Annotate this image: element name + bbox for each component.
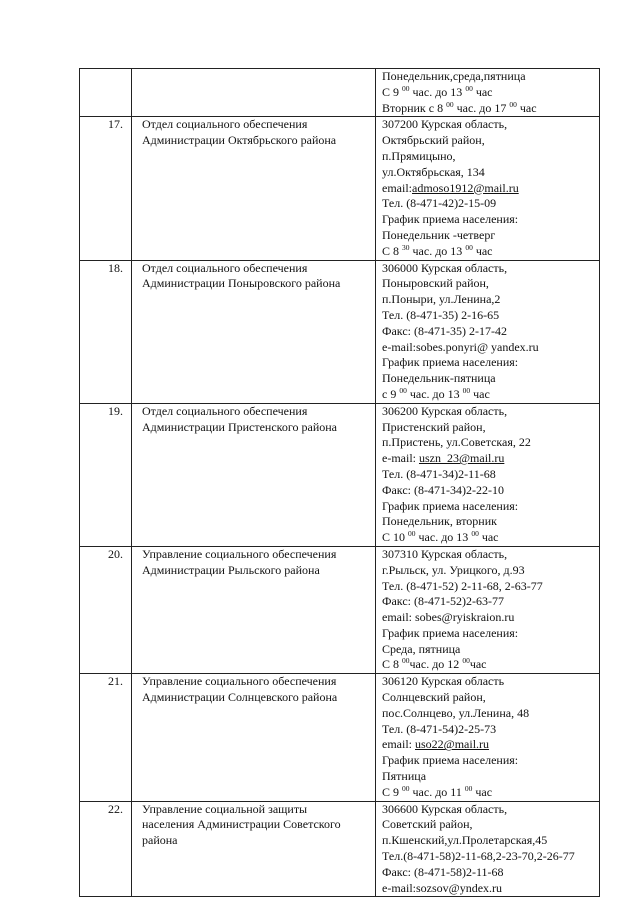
- contact-info-line: email: sobes@ryiskraion.ru: [382, 610, 515, 625]
- table-row: [80, 69, 600, 117]
- contact-info-line: [382, 85, 599, 101]
- text-fragment: Вторник с 8: [382, 100, 447, 115]
- contact-info-line: e-mail:sozsov@yndex.ru: [382, 880, 503, 895]
- offices-table-body: [80, 69, 600, 897]
- contact-info-line: 306200 Курская область,: [382, 403, 508, 418]
- row-number: 19.: [80, 403, 132, 546]
- time-superscript: 00: [408, 529, 416, 539]
- contact-info-line: Советский район,: [382, 817, 473, 832]
- table-row: [80, 801, 600, 897]
- text-fragment: час: [469, 657, 487, 672]
- contact-info-line: Тел.(8-471-58)2-11-68,2-23-70,2-26-77: [382, 849, 575, 864]
- time-superscript: 00: [402, 783, 410, 793]
- organization-name-cell: [132, 260, 376, 403]
- organization-name-cell: [132, 674, 376, 801]
- row-number: 18.: [80, 260, 132, 403]
- text-fragment: час. до 17: [453, 100, 510, 115]
- contact-info-line: Тел. (8-471-52) 2-11-68, 2-63-77: [382, 578, 543, 593]
- text-fragment: час: [470, 386, 490, 401]
- contact-info-line: Среда, пятница: [382, 641, 461, 656]
- contact-info-line: Тел. (8-471-54)2-25-73: [382, 721, 497, 736]
- text-fragment: час: [478, 530, 499, 545]
- contact-info-cell: [376, 546, 600, 673]
- contact-info-line: [382, 451, 599, 467]
- text-fragment: час. до 13: [406, 386, 463, 401]
- contact-info-line: 307200 Курская область,: [382, 117, 508, 132]
- contact-info-line: 306600 Курская область,: [382, 801, 508, 816]
- email-address: uso22@mail.ru: [415, 737, 490, 752]
- text-fragment: час: [472, 784, 493, 799]
- time-superscript: 00: [446, 99, 454, 109]
- contact-info-line: Октябрьский район,: [382, 133, 485, 148]
- contact-info-line: e-mail:sobes.ponyri@ yandex.ru: [382, 339, 539, 354]
- contact-info-line: ул.Октябрьская, 134: [382, 164, 485, 179]
- contact-info-line: п.Прямицыно,: [382, 148, 456, 163]
- contact-info-line: График приема населения:: [382, 355, 519, 370]
- row-number: 17.: [80, 117, 132, 260]
- contact-info-line: График приема населения:: [382, 753, 519, 768]
- text-fragment: email:: [382, 737, 415, 752]
- contact-info-line: Понедельник -четверг: [382, 227, 496, 242]
- offices-table: [79, 68, 600, 897]
- text-fragment: час. до 13: [409, 243, 466, 258]
- contact-info-line: п.Поныри, ул.Ленина,2: [382, 292, 501, 307]
- text-fragment: С 10: [382, 530, 409, 545]
- text-fragment: С 8: [382, 657, 403, 672]
- time-superscript: 30: [402, 242, 410, 252]
- text-fragment: С 9: [382, 784, 403, 799]
- organization-name-line: Отдел социального обеспечения: [142, 403, 308, 418]
- contact-info-line: Факс: (8-471-52)2-63-77: [382, 594, 504, 609]
- contact-info-line: График приема населения:: [382, 212, 519, 227]
- contact-info-line: Понедельник, вторник: [382, 514, 497, 529]
- organization-name-line: Отдел социального обеспечения: [142, 260, 308, 275]
- organization-name-line: Администрации Рыльского района: [142, 562, 320, 577]
- table-row: [80, 674, 600, 801]
- contact-info-line: [382, 181, 599, 197]
- contact-info-line: Понедельник-пятница: [382, 371, 496, 386]
- contact-info-cell: [376, 260, 600, 403]
- organization-name-cell: [132, 403, 376, 546]
- text-fragment: час: [516, 100, 537, 115]
- organization-name-cell: [132, 69, 376, 117]
- time-superscript: 00: [509, 99, 517, 109]
- organization-name-line: Отдел социального обеспечения: [142, 117, 308, 132]
- time-superscript: 00: [464, 783, 473, 793]
- contact-info-line: 306000 Курская область,: [382, 260, 508, 275]
- contact-info-line: Поныровский район,: [382, 276, 489, 291]
- row-number: [80, 69, 132, 117]
- contact-info-line: пос.Солнцево, ул.Ленина, 48: [382, 705, 530, 720]
- time-superscript: 00: [399, 385, 407, 395]
- text-fragment: с 9: [382, 386, 400, 401]
- contact-info-line: Пятница: [382, 769, 427, 784]
- time-superscript: 00: [462, 385, 471, 395]
- text-fragment: час: [472, 243, 493, 258]
- organization-name-line: Администрации Октябрьского района: [142, 133, 337, 148]
- time-superscript: 00: [402, 83, 410, 93]
- table-row: [80, 117, 600, 260]
- contact-info-line: Факс: (8-471-34)2-22-10: [382, 482, 504, 497]
- organization-name-line: Администрации Солнцевского района: [142, 690, 338, 705]
- contact-info-line: [382, 530, 599, 546]
- organization-name-line: Управление социального обеспечения: [142, 546, 337, 561]
- contact-info-line: Солнцевский район,: [382, 690, 486, 705]
- contact-info-line: 307310 Курская область,: [382, 546, 508, 561]
- text-fragment: С 8: [382, 243, 403, 258]
- contact-info-line: Пристенский район,: [382, 419, 486, 434]
- contact-info-cell: [376, 403, 600, 546]
- contact-info-line: п.Пристень, ул.Советская, 22: [382, 435, 531, 450]
- contact-info-line: Факс: (8-471-35) 2-17-42: [382, 323, 507, 338]
- contact-info-line: Факс: (8-471-58)2-11-68: [382, 864, 504, 879]
- contact-info-cell: [376, 117, 600, 260]
- organization-name-line: района: [142, 833, 178, 848]
- contact-info-line: г.Рыльск, ул. Урицкого, д.93: [382, 562, 525, 577]
- contact-info-cell: [376, 801, 600, 897]
- contact-info-line: Тел. (8-471-42)2-15-09: [382, 196, 497, 211]
- contact-info-line: Тел. (8-471-35) 2-16-65: [382, 307, 500, 322]
- contact-info-line: [382, 101, 599, 117]
- email-address: uszn_23@mail.ru: [418, 451, 505, 466]
- contact-info-line: [382, 737, 599, 753]
- row-number: 20.: [80, 546, 132, 673]
- organization-name-line: Управление социального обеспечения: [142, 674, 337, 689]
- text-fragment: С 9: [382, 84, 403, 99]
- organization-name-line: Управление социальной защиты: [142, 801, 308, 816]
- organization-name-line: населения Администрации Советского: [142, 817, 341, 832]
- email-address: admoso1912@mail.ru: [412, 180, 519, 195]
- time-superscript: 00: [465, 83, 473, 93]
- contact-info-line: [382, 657, 599, 673]
- text-fragment: час: [472, 84, 493, 99]
- contact-info-line: [382, 785, 599, 801]
- text-fragment: час. до 11: [409, 784, 465, 799]
- time-superscript: 00: [402, 656, 410, 666]
- organization-name-cell: [132, 801, 376, 897]
- contact-info-line: Тел. (8-471-34)2-11-68: [382, 466, 496, 481]
- text-fragment: час. до 13: [409, 84, 466, 99]
- organization-name-line: Администрации Поныровского района: [142, 276, 341, 291]
- table-row: [80, 260, 600, 403]
- contact-info-line: п.Кшенский,ул.Пролетарская,45: [382, 833, 548, 848]
- time-superscript: 00: [465, 242, 473, 252]
- row-number: 21.: [80, 674, 132, 801]
- time-superscript: 00: [471, 529, 479, 539]
- contact-info-line: Понедельник,среда,пятница: [382, 69, 526, 83]
- contact-info-cell: [376, 674, 600, 801]
- contact-info-line: 306120 Курская область: [382, 674, 505, 689]
- table-row: [80, 546, 600, 673]
- text-fragment: час. до 13: [415, 530, 472, 545]
- contact-info-cell: [376, 69, 600, 117]
- table-row: [80, 403, 600, 546]
- text-fragment: email:: [382, 180, 412, 195]
- row-number: 22.: [80, 801, 132, 897]
- organization-name-cell: [132, 117, 376, 260]
- organization-name-line: Администрации Пристенского района: [142, 419, 338, 434]
- contact-info-line: График приема населения:: [382, 498, 519, 513]
- contact-info-line: [382, 387, 599, 403]
- text-fragment: e-mail:: [382, 451, 419, 466]
- time-superscript: 00: [462, 656, 470, 666]
- contact-info-line: [382, 244, 599, 260]
- text-fragment: час. до 12: [409, 657, 463, 672]
- contact-info-line: График приема населения:: [382, 625, 519, 640]
- organization-name-cell: [132, 546, 376, 673]
